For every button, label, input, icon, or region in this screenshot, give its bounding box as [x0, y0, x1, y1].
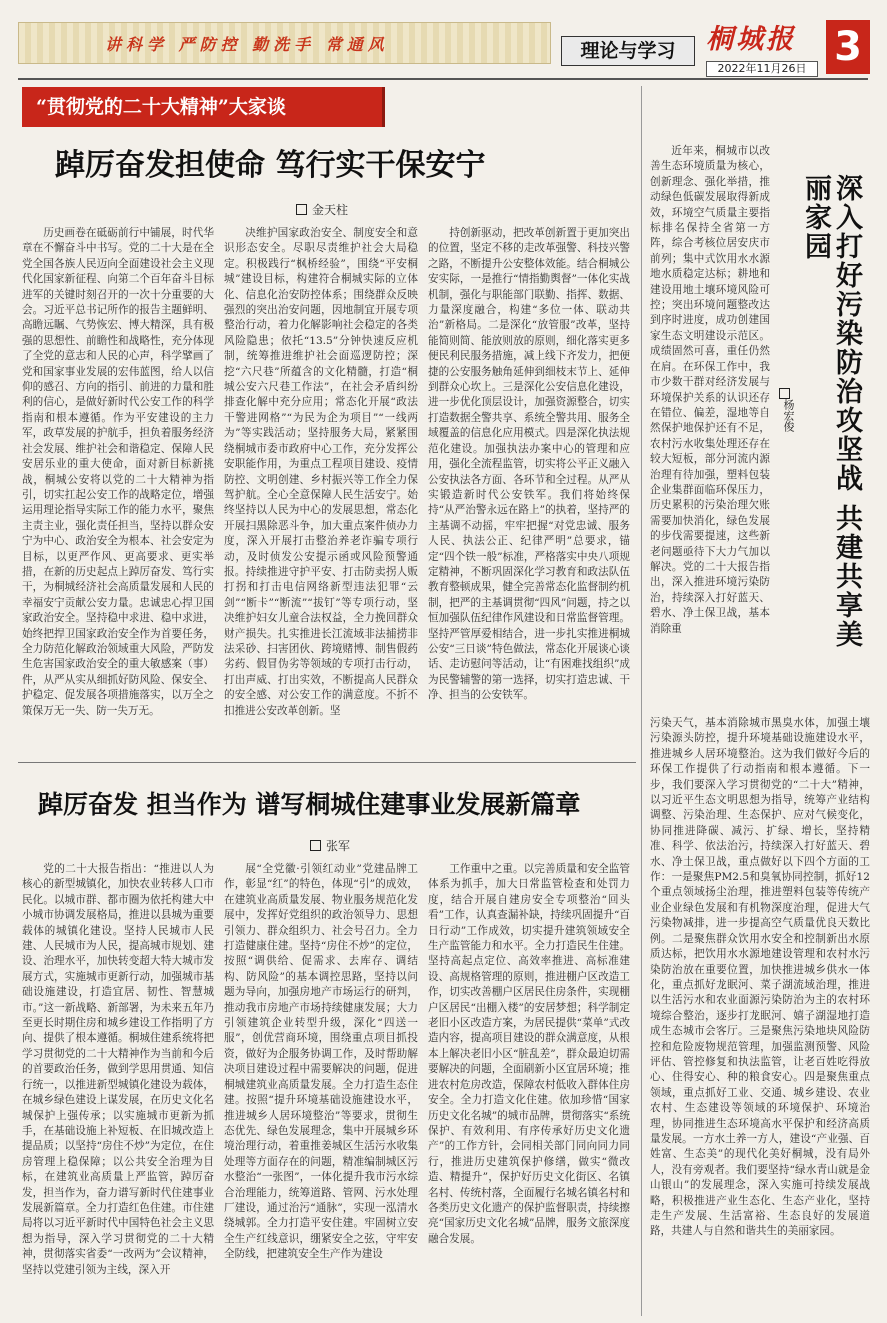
- article-3-headline: 深入打好污染防治攻坚战 共建共享美丽家园: [800, 174, 862, 650]
- article-1-column-2: [224, 226, 418, 756]
- article-1-author: 金天柱: [311, 203, 348, 217]
- article-2-column-3: [428, 862, 630, 1314]
- article-2-author: 张军: [325, 839, 350, 853]
- article-divider: [18, 762, 636, 763]
- article-2-text-2: 展“全党徽·引领红动业”党建品牌工作，彰显“红”的特色，体现“引”的成效，在建筑业高质量发展、物业服务规范化发展中，发挥好党组织的政治领导力、思想引领力、群众组织力、社会号召力。全力打造健康住建。坚持“房住不炒”的定位，按照“调供给、促需求、去库存、调结构、防风险”的基本调控思路，坚持以问题为导向，加强房地产市场运行的研判，推动我市房地产市场持续健康发展；大力引领建筑企业转型升级，深化“四送一服”，创优营商环境，围绕重点项目抓投资，做好为企服务协调工作，及时帮助解决项目建设过程中需要解决的问题，促进桐城建筑业高质量发展。全力打造生态住建。按照“提升环境基础设施建设水平，推进城乡人居环境整治”等要求，贯彻生态优先、绿色发展理念，集中开展城乡环境治理行动，着重推姜城区生活污水收集处理等方面存在的问题，精准编制城区污水整治“一张图”，一体化提升我市污水综合治理能力，统筹道路、管网、污水处理厂建设，通过治污“通脉”，实现一泓清水绕城郭。全力打造平安住建。牢固树立安全生产红线意识，绷紧安全之弦，守牢安全防线，把建筑安全生产作为建设: [224, 863, 418, 1261]
- slogan-banner: [18, 22, 551, 64]
- article-3-column-bottom: [650, 716, 870, 1316]
- byline-box-icon: [779, 388, 790, 399]
- article-1-text-3: 持创新驱动，把改革创新置于更加突出的位置，坚定不移的走改革强警、科技兴警之路，不断提升公安整体效能。结合桐城公安实际，一是推行“情指勤舆督”一体化实战机制，强化与职能部门联勤、指挥、数据、力量深度融合，构建“多位一体、联动共治”新格局。二是深化“放管服”改革，坚持能简则简、能放则放的原则，细化落实更多便民利民服务措施，减上线下齐发力，把便捷的公安服务触角延伸到细枝末节上、延伸到群众心坎上。三是深化公安信息化建设，进一步优化顶层设计，加强资源整合，切实打造数据全警共享、系统全警共用、服务全域覆盖的信息化应用模式。四是深化执法规范化建设。加强执法办案中心的管理和应用，强化全流程监管，切实将公平正义融入公安执法各方面、各环节和全过程。从严从实锻造新时代公安铁军。我们将始终保持“从严治警永远在路上”的执着，坚持严的主基调不动摇，牢牢把握“对党忠诚、服务人民、执法公正、纪律严明”总要求，锚定“四个铁一般”标准，严格落实中央八项规定精神，不断巩固深化学习教育和政法队伍教育整顿成果，健全完善常态化监督制约机制，把严的主基调贯彻“四风”问题，持之以恒加强队伍纪律作风建设和日常监督管理。坚持严管厚爱相结合，进一步扎实推进桐城公安“三日谈”特色做法，常态化开展谈心谈话、走访慰问等活动，让“有困难找组织”成为民警辅警的第一选择，切实打造忠诚、干净、担当的公安铁军。: [428, 227, 630, 702]
- article-2-text-1: 党的二十大报告指出：“推进以人为核心的新型城镇化，加快农业转移人口市民化。以城市群、都市圈为依托构建大中小城市协调发展格局，推进以县城为重要载体的城镇化建设。坚持人民城市人民建、人民城市为人民，提高城市规划、建设、治理水平，加快转变超大特大城市发展方式，实施城市更新行动，加强城市基础设施建设，打造宜居、韧性、智慧城市。”这一新战略、新部署，为未来五年乃至更长时期住房和城乡建设工作指明了方向、提供了根本遵循。桐城住建系统将把学习贯彻党的二十大精神作为当前和今后的首要政治任务，做到学思用贯通、知信行统一，以推进新型城镇化建设为载体，在城乡绿色建设上谋发展，在历史文化名城保护上强传承；以实施城市更新为抓手，在基础设施上补短板、在旧城改造上提品质；以坚持“房住不炒”为定位，在住房管理上稳保障；以公共安全治理为目标，在建筑业高质量上严监管，踔厉奋发，担当作为，奋力谱写新时代住建事业发展新篇章。全力打造红色住建。市住建局将以习近平新时代中国特色社会主义思想为指导，深入学习贯彻党的二十大精神，贯彻落实省委“一改两为”会议精神，坚持以党建引领为主线，深入开: [22, 863, 214, 1276]
- article-3-text-bottom: 污染天气，基本消除城市黑臭水体，加强土壤污染源头防控，提升环境基础设施建设水平，推进城乡人居环境整治。这为我们做好今后的环保工作提供了行动指南和根本遵循。下一步，我们要深入学习贯彻党的“二十大”精神，以习近平生态文明思想为指导，统筹产业结构调整、污染治理、生态保护、应对气候变化，协同推进降碳、减污、扩绿、增长，坚持精准、科学、依法治污，持续深入打好蓝天、碧水、净土保卫战，重点做好以下四个方面的工作：一是聚焦PM2.5和臭氧协同控制，抓好12个重点领域扬尘治理，推进塑料包装等传统产业企业绿色发展和有机物深度治理，促进大气污染物减排，进一步提高空气质量优良天数比例。二是聚焦群众饮用水安全和控制新出水原质达标，把饮用水水源地建设管理和农村水污染防治放在重要位置，加快推进城乡供水一体化，重点抓好龙眠河、菜子湖流域治理，推进以生活污水和农业面源污染防治为主的农村环境综合整治，逐步打龙眠河、嬉子湖湿地打造成生态城市会客厅。三是聚焦污染地块风险防控和危险废物规范管理，加强监测预警、风险评估、管控修复和执法监管，让老百姓吃得放心、住得安心、种的粮食安心。四是聚焦重点领域，重点抓好工业、交通、城乡建设、农业农村、生态建设等领域的环境保护、环境治理，协同推进生态环境高水平保护和经济高质量发展。一方水土养一方人，建设“产业强、百姓富、生态美”的现代化美好桐城，没有局外人，没有旁观者。我们要坚持“绿水青山就是金山银山”的发展理念，深入实施可持续发展战略，积极推进产业生态化、生态产业化，坚持走生产发展、生活富裕、生态良好的发展道路，共建人与自然和谐共生的美丽家园。: [650, 717, 870, 1238]
- byline-box-icon: [310, 840, 321, 851]
- slogan-text: 讲科学 严防控 勤洗手 常通风: [105, 34, 389, 54]
- article-3-author: 杨宏俊: [782, 399, 795, 432]
- section-name: 理论与学习: [561, 36, 695, 66]
- article-1-text-1: 历史画卷在砥砺前行中铺展，时代华章在不懈奋斗中书写。党的二十大是在全党全国各族人民迈向全面建设社会主义现代化国家新征程、向第二个百年奋斗目标进军的关键时刻召开的一次十分重要的大会。习近平总书记所作的报告主题鲜明、高瞻远瞩、气势恢宏、博大精深，具有极强的思想性、前瞻性和战略性，充分体现了全党的意志和人民的心声，科学擘画了党和国家事业发展的宏伟蓝图，给人以信仰的感召、方向的指引、前进的力量和胜利的信心，是做好新时代公安工作的科学指南和根本遵循。作为平安建设的主力军，政草发展的护航手，担负着服务经济社会发展、维护社会和谐稳定、保障人民安居乐业的重大使命，面对新目标新挑战，桐城公安将以党的二十大精神为指引，切实扛起公安工作的战略定位，增强运用理论指导实际工作的能力水平，聚焦主责主业，强化责任担当，坚持以群众安宁为中心、政治安全为根本、社会安定为目标，以更严作风、更高要求、更实举措，在新的历史起点上踔厉奋发、笃行实干，为桐城经济社会高质量发展和人民的幸福安宁贡献公安力量。忠诚忠心捍卫国家政治安全。坚持稳中求进、稳中求进，始终把捍卫国家政治安全作为首要任务，全力防范化解政治领域重大风险，严防发生危害国家政治安全的重大敏感案（事）件，从严从实从细抓好防风险、保安全、护稳定、促发展各项措施落实，以万全之策保万无一失、防一失万无。: [22, 227, 214, 717]
- newspaper-logo: 桐城报: [706, 24, 796, 55]
- article-2-column-1: [22, 862, 214, 1314]
- article-1-column-3: [428, 226, 630, 756]
- masthead-rule: [18, 78, 868, 80]
- article-2-byline: [290, 838, 370, 854]
- page-number: 3: [826, 20, 870, 74]
- article-1-headline: 踔厉奋发担使命 笃行实干保安宁: [55, 148, 486, 183]
- article-3-column-top: [650, 144, 770, 712]
- article-2-headline: 踔厉奋发 担当作为 谱写桐城住建事业发展新篇章: [38, 790, 581, 819]
- article-1-byline: [262, 202, 382, 218]
- article-3-byline: [776, 388, 796, 468]
- article-1-column-1: [22, 226, 214, 756]
- article-2-column-2: [224, 862, 418, 1314]
- article-1-text-2: 决维护国家政治安全、制度安全和意识形态安全。尽职尽责维护社会大局稳定。积极践行“枫桥经验”，围绕“平安桐城”建设目标，构建符合桐城实际的立体化、信息化治安防控体系；围绕群众反映强烈的突出治安问题，因地制宜开展专项整治行动，着力化解影响社会稳定的各类风险隐患；依托“13.5”分钟快速反应机制，统筹推进维护社会面巡逻防控；深挖“六尺巷”所蕴含的文化精髓，打造“桐城公安六尺巷工作法”，在社会矛盾纠纷排查化解中充分应用；常态化开展“政法干警进网格”“为民为企为项目”“一线两为”等实践活动；坚持服务大局，紧紧围绕桐城市委市政府中心工作，充分发挥公安职能作用，为重点工程项目建设、疫情防控、文明创建、乡村振兴等工作全力保驾护航。全心全意保障人民生活安宁。始终坚持以人民为中心的发展思想，常态化开展扫黑除恶斗争，加大重点案件侦办力度，深入开展打击整治养老诈骗专项行动，及时侦发公安提示函或风险预警通报。持续推进守护平安、打击防卖拐人贩打拐和打击电信网络新型违法犯罪“云剑”“断卡”“断流”“拔钉”等专项行动，坚决维护妇女儿童合法权益，全力挽回群众财产损失。扎实推进长江流域非法捕捞非法采砂、扫害团伙、跨境赌博、制售假药劣药、假冒伪劣等领域的专项打击行动，打出声威、打出实效，不断提高人民群众的安全感、对公安工作的满意度。不折不扣推进公安改革创新。坚: [224, 227, 418, 717]
- publication-date: 2022年11月26日: [706, 61, 818, 77]
- column-banner: “贯彻党的二十大精神”大家谈: [22, 87, 385, 127]
- column-divider: [641, 86, 642, 1316]
- article-2-text-3: 工作重中之重。以完善质量和安全监管体系为抓手，加大日常监管检查和处罚力度，结合开展自建房安全专项整治“回头看”工作，认真查漏补缺，持续巩固提升“百日行动”工作成效，切实提升建筑领域安全生产监管能力和水平。全力打造民生住建。坚持高起点定位、高效率推进、高标准建设、高规格管理的原则，推进棚户区改造工作，切实改善棚户区居民住房条件，实现棚户区居民“出棚入楼”的安居梦想；科学制定老旧小区改造方案，为居民提供“菜单”式改造内容，提高项目建设的群众满意度，从根本上解决老旧小区“脏乱差”，群众最迫切需要解决的问题，全面刷新小区宜居环境；推进农村危房改造，保障农村低收入群体住房安全。全力打造文化住建。依加珍惜“国家历史文化名城”的城市品牌，贯彻落实“系统保护、有效利用、有序传承好历史文化遗产”的工作方针，会同相关部门同向同力同行，推进历史建筑保护修缮，做实“微改造、精提升”，保护好历史文化街区、名镇名村、传统村落，全面履行名城名镇名村和各类历史文化遗产的保护监督职责，持续擦亮“国家历史文化名城”品牌，服务文旅深度融合发展。: [428, 863, 630, 1245]
- article-3-text-top: 近年来，桐城市以改善生态环境质量为核心，创新理念、强化举措，推动绿色低碳发展取得新成效，环境空气质量主要指标排名保持全省第一方阵，综合考核位居安庆市前列；集中式饮用水水源地水质稳定达标；耕地和建设用地土壤环境风险可控；突出环境问题整改达到序时进度，成功创建国家生态文明建设示范区。成绩固然可喜，重任仍然在肩。在环保工作中，我市少数干群对经济发展与环境保护关系的认识还存在错位、偏差，湿地等自然保护地保护还有不足，农村污水收集处理还存在较大短板，部分河流内源治理有待加强，塑料包装企业集群面临环保压力，历史累积的污染治理欠账需要加快消化，绿色发展的步伐需要提速，这些新老问题亟待下大力气加以解决。党的二十大报告指出，深入推进环境污染防治，持续深入打好蓝天、碧水、净土保卫战，基本消除重: [650, 145, 770, 635]
- byline-box-icon: [296, 204, 307, 215]
